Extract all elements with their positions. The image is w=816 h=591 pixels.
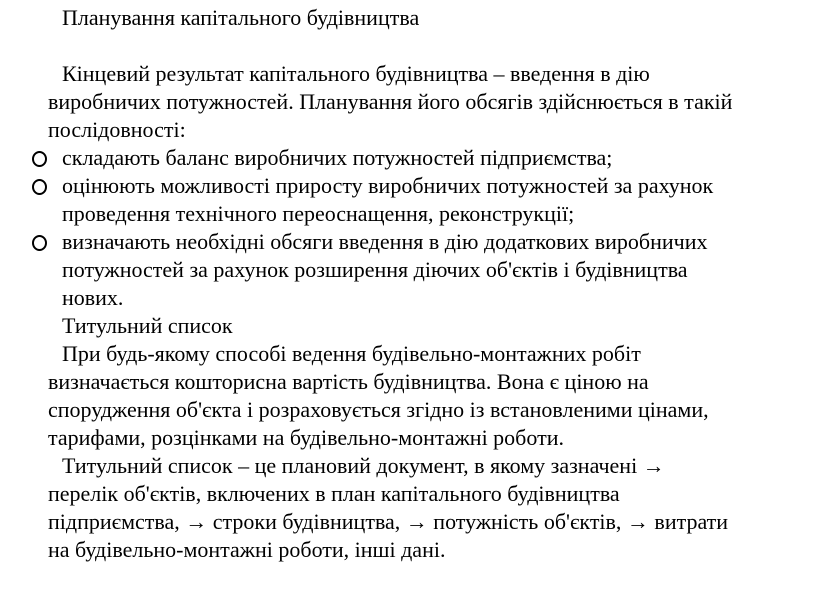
paragraph-line: перелік об'єктів, включених в план капітального будівництва [48, 481, 620, 506]
list-item-line: оцінюють можливості приросту виробничих потужностей за рахунок [62, 173, 714, 198]
paragraph-line: спорудження об'єкта і розраховується згідно із встановленими цінами, [48, 397, 709, 422]
circle-bullet-icon [32, 179, 47, 195]
paragraph-line: послідовності: [48, 117, 186, 142]
paragraph-line: виробничих потужностей. Планування його обсягів здійснюється в такій [48, 89, 733, 114]
circle-bullet-icon [32, 235, 47, 251]
list-item-line: складають баланс виробничих потужностей підприємства; [62, 145, 613, 170]
paragraph-line: на будівельно-монтажні роботи, інші дані. [48, 537, 446, 562]
paragraph-line: тарифами, розцінками на будівельно-монтажні роботи. [48, 425, 564, 450]
list-item-line: нових. [62, 285, 124, 310]
paragraph-line: При будь-якому способі ведення будівельно-монтажних робіт [62, 341, 641, 366]
paragraph-line: Титульний список – це плановий документ, в якому зазначені → [62, 453, 665, 478]
list-item-line: визначають необхідні обсяги введення в дію додаткових виробничих [62, 229, 708, 254]
paragraph-line: визначається кошторисна вартість будівництва. Вона є ціною на [48, 369, 649, 394]
section-heading-title-list: Титульний список [62, 313, 233, 338]
section-heading-planning: Планування капітального будівництва [62, 5, 420, 30]
list-item-line: проведення технічного переоснащення, реконструкції; [62, 201, 575, 226]
circle-bullet-icon [32, 151, 47, 167]
paragraph-line: підприємства, → строки будівництва, → потужність об'єктів, → витрати [48, 509, 729, 534]
paragraph-line: Кінцевий результат капітального будівництва – введення в дію [62, 61, 650, 86]
list-item-line: потужностей за рахунок розширення діючих об'єктів і будівництва [62, 257, 688, 282]
